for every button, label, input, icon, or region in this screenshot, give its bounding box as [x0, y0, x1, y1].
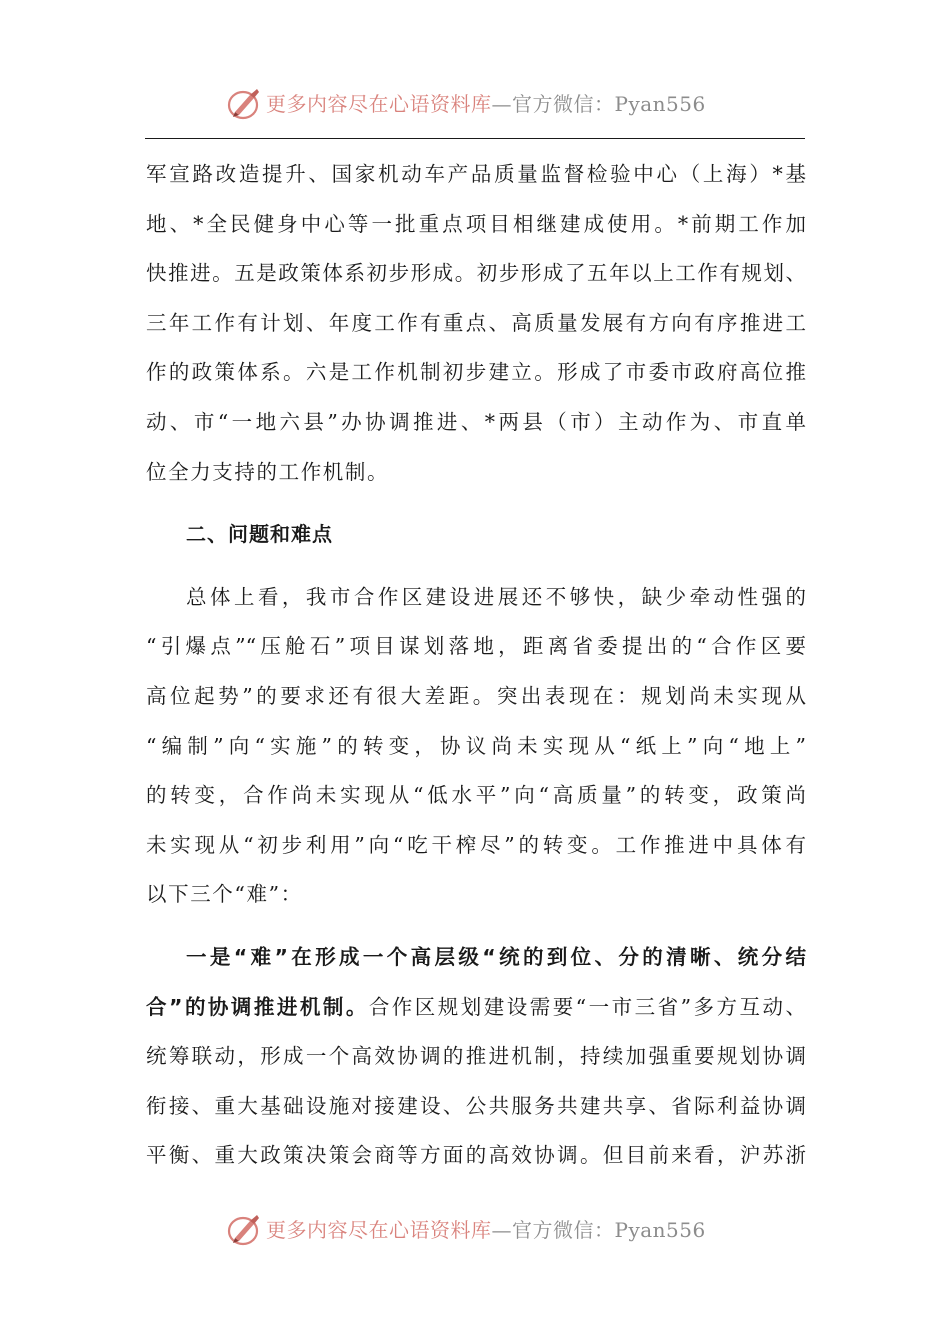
paragraph-text: 合作区规划建设需要“一市三省”多方互动、 — [368, 994, 806, 1019]
bold-lead-line: 一是“难”在形成一个高层级“统的到位、分的清晰、统分结 — [186, 944, 806, 969]
paragraph-line: “引爆点”“压舱石”项目谋划落地，距离省委提出的“合作区要 — [146, 634, 806, 659]
paragraph-line: 的转变，合作尚未实现从“低水平”向“高质量”的转变，政策尚 — [146, 783, 806, 808]
paragraph-line: 以下三个“难”： — [146, 882, 303, 907]
paragraph-line: 统筹联动，形成一个高效协调的推进机制，持续加强重要规划协调 — [146, 1044, 806, 1069]
paragraph-line: 地、*全民健身中心等一批重点项目相继建成使用。*前期工作加 — [146, 211, 806, 236]
paragraph-line: 未实现从“初步利用”向“吃干榨尽”的转变。工作推进中具体有 — [146, 832, 806, 857]
watermark-brand-name: 更多内容尽在心语资料库 — [266, 92, 492, 116]
watermark-brand-name: 更多内容尽在心语资料库 — [266, 1218, 492, 1242]
watermark-dash: — — [491, 92, 512, 116]
paragraph-line — [146, 983, 806, 1033]
paragraph-line: 平衡、重大政策决策会商等方面的高效协调。但目前来看，沪苏浙 — [146, 1143, 806, 1168]
bold-lead-end: 合”的协调推进机制。 — [146, 994, 369, 1019]
paragraph-line: 位全力支持的工作机制。 — [146, 459, 390, 484]
paragraph-line: 衔接、重大基础设施对接建设、公共服务共建共享、省际利益协调 — [146, 1093, 806, 1118]
paragraph-line: 快推进。五是政策体系初步形成。初步形成了五年以上工作有规划、 — [146, 261, 806, 286]
header-rule — [145, 138, 805, 139]
paragraph-line: 三年工作有计划、年度工作有重点、高质量发展有方向有序推进工 — [146, 310, 806, 335]
header-watermark — [0, 82, 950, 126]
watermark-wechat: 官方微信：Pyan556 — [512, 92, 706, 116]
paragraph-line: 作的政策体系。六是工作机制初步建立。形成了市委市政府高位推 — [146, 360, 806, 385]
pen-logo-icon — [226, 86, 264, 122]
paragraph-line: 军宣路改造提升、国家机动车产品质量监督检验中心（上海）*基 — [146, 162, 806, 186]
document-body — [146, 150, 806, 1181]
footer-watermark — [0, 1208, 950, 1252]
paragraph-line: 总体上看，我市合作区建设进展还不够快，缺少牵动性强的 — [186, 584, 806, 609]
paragraph-line: 高位起势”的要求还有很大差距。突出表现在：规划尚未实现从 — [146, 683, 806, 708]
paragraph-line: 动、市“一地六县”办协调推进、*两县（市）主动作为、市直单 — [146, 409, 806, 434]
paragraph-line: “编制”向“实施”的转变，协议尚未实现从“纸上”向“地上” — [146, 733, 806, 758]
pen-logo-icon — [226, 1212, 264, 1248]
section-heading: 二、问题和难点 — [186, 522, 333, 547]
watermark-wechat: 官方微信：Pyan556 — [512, 1218, 706, 1242]
watermark-dash: — — [491, 1218, 512, 1242]
